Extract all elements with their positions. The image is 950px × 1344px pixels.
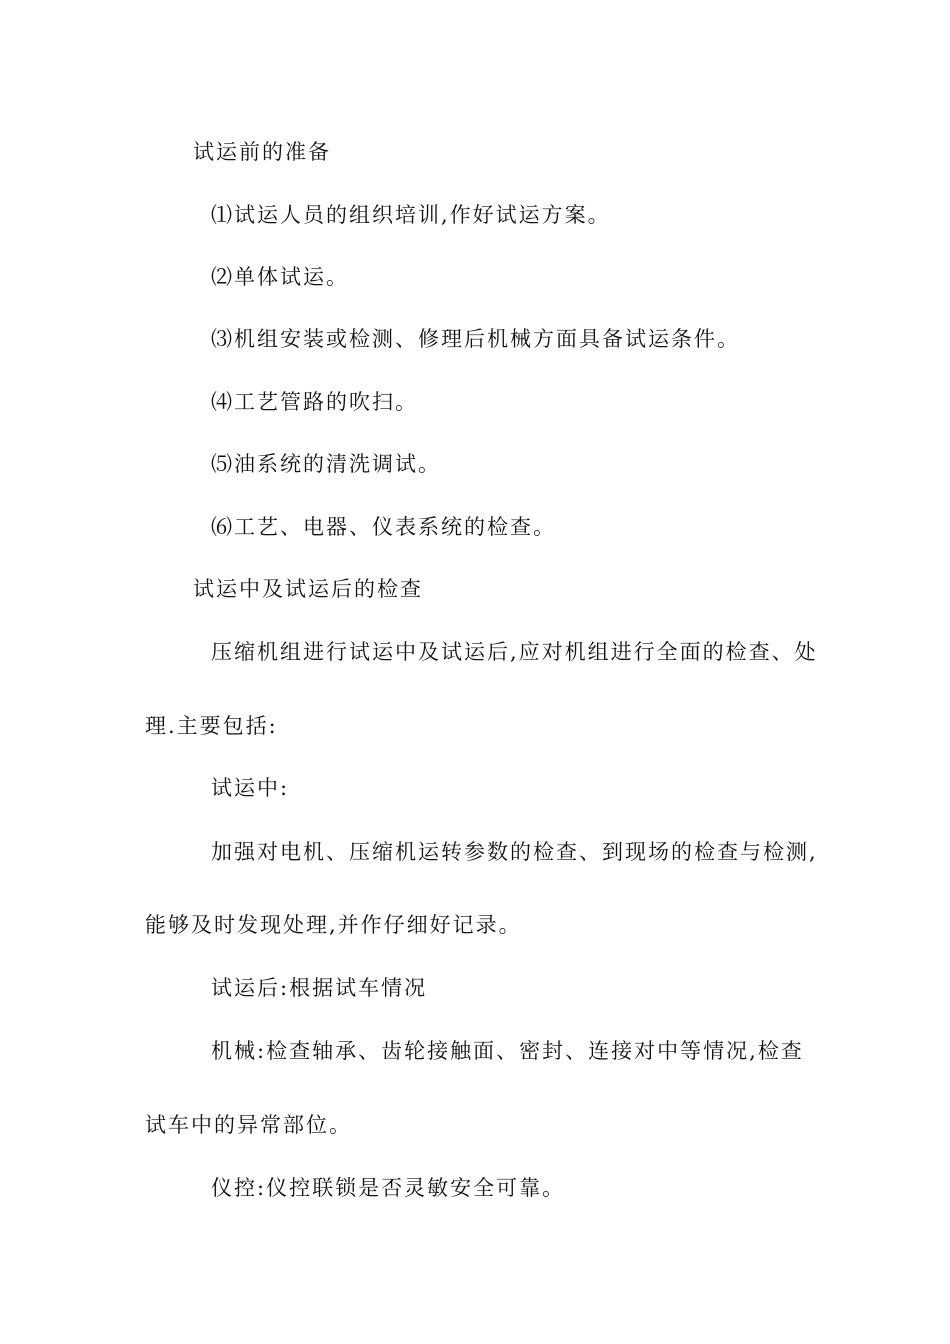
section-heading-inspection: 试运中及试运后的检查 bbox=[193, 577, 423, 601]
subheading-during-test: 试运中: bbox=[211, 776, 290, 800]
list-item: ⑸油系统的清洗调试。 bbox=[211, 452, 441, 476]
paragraph-line: 试车中的异常部位。 bbox=[145, 1113, 352, 1137]
paragraph-line: 压缩机组进行试运中及试运后,应对机组进行全面的检查、处 bbox=[211, 640, 818, 664]
paragraph-line: 能够及时发现处理,并作仔细好记录。 bbox=[145, 913, 522, 937]
list-item: ⑴试运人员的组织培训,作好试运方案。 bbox=[211, 203, 611, 227]
list-item: ⑷工艺管路的吹扫。 bbox=[211, 390, 418, 414]
section-heading-preparation: 试运前的准备 bbox=[193, 140, 331, 164]
paragraph-line: 理.主要包括: bbox=[145, 714, 278, 738]
subheading-after-test: 试运后:根据试车情况 bbox=[211, 976, 428, 1000]
paragraph-line: 机械:检查轴承、齿轮接触面、密封、连接对中等情况,检查 bbox=[211, 1039, 804, 1063]
list-item: ⑹工艺、电器、仪表系统的检查。 bbox=[211, 515, 556, 539]
paragraph-line: 加强对电机、压缩机运转参数的检查、到现场的检查与检测, bbox=[211, 840, 818, 864]
list-item: ⑵单体试运。 bbox=[211, 265, 349, 289]
list-item: ⑶机组安装或检测、修理后机械方面具备试运条件。 bbox=[211, 327, 740, 351]
paragraph-line: 仪控:仪控联锁是否灵敏安全可靠。 bbox=[211, 1176, 566, 1200]
